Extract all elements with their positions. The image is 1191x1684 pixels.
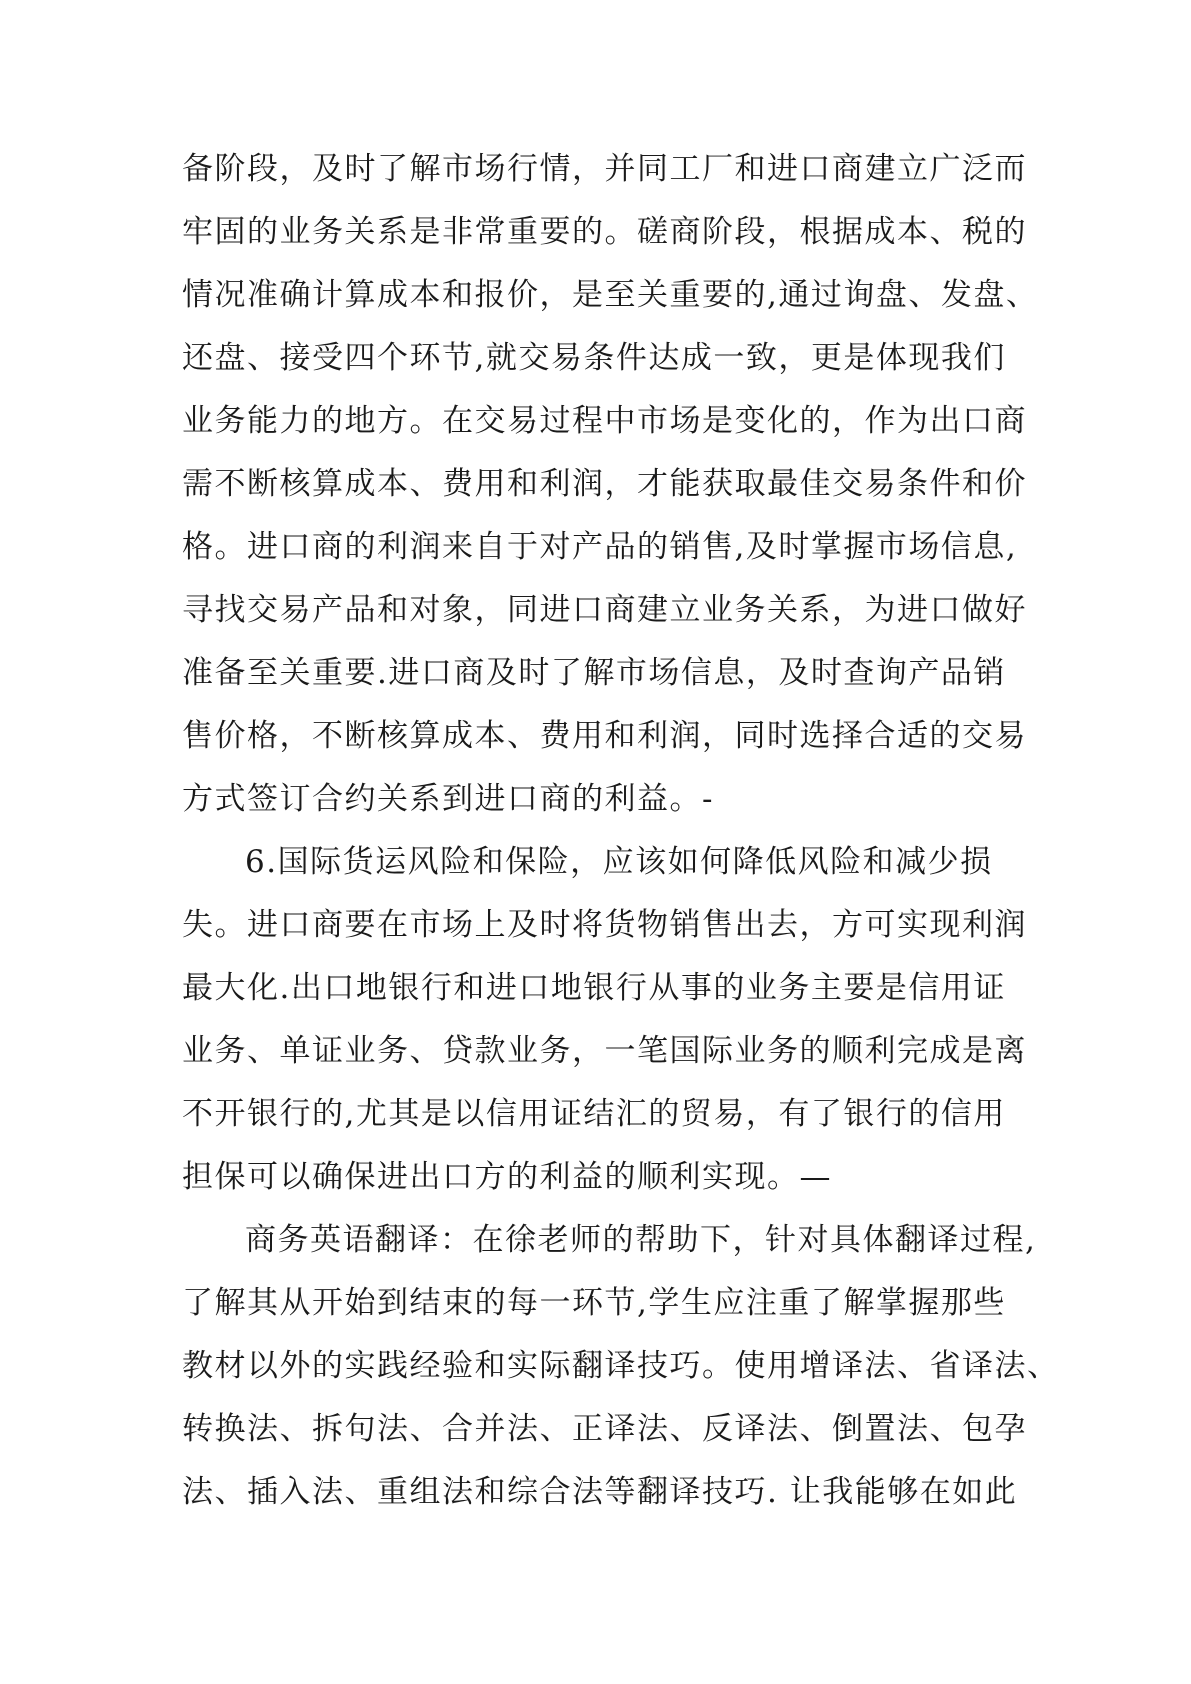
text-line: 还盘、接受四个环节,就交易条件达成一致，更是体现我们 bbox=[182, 340, 1006, 376]
text-line: 不开银行的,尤其是以信用证结汇的贸易，有了银行的信用 bbox=[182, 1096, 1006, 1132]
text-line: 商务英语翻译：在徐老师的帮助下，针对具体翻译过程, bbox=[245, 1222, 1037, 1258]
text-line: 方式签订合约关系到进口商的利益。- bbox=[182, 781, 714, 817]
text-line: 担保可以确保进出口方的利益的顺利实现。— bbox=[182, 1159, 832, 1195]
text-line: 转换法、拆句法、合并法、正译法、反译法、倒置法、包孕 bbox=[182, 1411, 1027, 1447]
text-line: 最大化.出口地银行和进口地银行从事的业务主要是信用证 bbox=[182, 970, 1006, 1006]
text-line: 准备至关重要.进口商及时了解市场信息，及时查询产品销 bbox=[182, 655, 1006, 691]
paragraph-1 bbox=[182, 138, 1042, 831]
text-line: 需不断核算成本、费用和利润，才能获取最佳交易条件和价 bbox=[182, 466, 1027, 502]
text-line: 售价格，不断核算成本、费用和利润，同时选择合适的交易 bbox=[182, 718, 1027, 754]
text-line: 业务、单证业务、贷款业务，一笔国际业务的顺利完成是离 bbox=[182, 1033, 1027, 1069]
text-line: 寻找交易产品和对象，同进口商建立业务关系，为进口做好 bbox=[182, 592, 1027, 628]
text-line: 业务能力的地方。在交易过程中市场是变化的，作为出口商 bbox=[182, 403, 1027, 439]
text-line: 法、插入法、重组法和综合法等翻译技巧. 让我能够在如此 bbox=[182, 1474, 1018, 1510]
text-line: 6.国际货运风险和保险，应该如何降低风险和减少损 bbox=[245, 844, 993, 880]
paragraph-2 bbox=[182, 831, 1042, 1209]
text-line: 备阶段，及时了解市场行情，并同工厂和进口商建立广泛而 bbox=[182, 151, 1027, 187]
body-text bbox=[182, 138, 1060, 1524]
text-line: 牢固的业务关系是非常重要的。磋商阶段，根据成本、税的 bbox=[182, 214, 1027, 250]
text-line: 教材以外的实践经验和实际翻译技巧。使用增译法、省译法、 bbox=[182, 1348, 1060, 1384]
paragraph-3 bbox=[182, 1209, 1060, 1524]
text-line: 失。进口商要在市场上及时将货物销售出去，方可实现利润 bbox=[182, 907, 1027, 943]
text-line: 情况准确计算成本和报价，是至关重要的,通过询盘、发盘、 bbox=[182, 277, 1039, 313]
text-line: 了解其从开始到结束的每一环节,学生应注重了解掌握那些 bbox=[182, 1285, 1006, 1321]
text-line: 格。进口商的利润来自于对产品的销售,及时掌握市场信息, bbox=[182, 529, 1018, 565]
